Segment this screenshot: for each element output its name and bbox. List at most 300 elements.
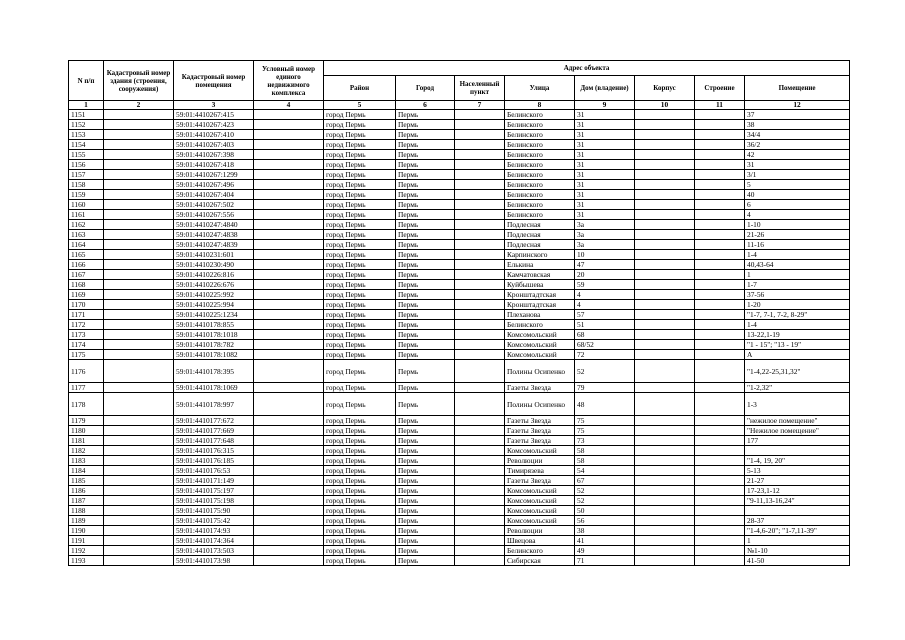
cell-complex-number [254,160,324,170]
cell-settlement [455,466,505,476]
cell-settlement [455,476,505,486]
cell-korpus [635,436,695,446]
cell-complex-number [254,486,324,496]
cell-korpus [635,210,695,220]
cell-room-cadastral: 59:01:4410175:42 [174,516,254,526]
cell-house: 79 [575,383,635,393]
cell-house: 68/52 [575,340,635,350]
cell-building [695,120,745,130]
cell-building [695,270,745,280]
cell-building-cadastral [104,210,174,220]
cell-korpus [635,140,695,150]
cell-korpus [635,476,695,486]
cell-building-cadastral [104,516,174,526]
cell-street: Революции [505,526,575,536]
cell-room: 1 [745,536,850,546]
cell-room: А [745,350,850,360]
cell-korpus [635,240,695,250]
cell-complex-number [254,320,324,330]
cell-building-cadastral [104,310,174,320]
cell-korpus [635,486,695,496]
cell-complex-number [254,506,324,516]
cell-row-number: 1168 [69,280,104,290]
cell-complex-number [254,120,324,130]
cell-korpus [635,300,695,310]
cell-house: 58 [575,456,635,466]
cell-row-number: 1179 [69,416,104,426]
cell-room: 5-13 [745,466,850,476]
cell-room: 21-27 [745,476,850,486]
cell-street: Кронштадтская [505,290,575,300]
cell-street: Белинского [505,170,575,180]
cell-room: №1-10 [745,546,850,556]
cell-street: Плеханова [505,310,575,320]
cell-district: город Пермь [324,546,396,556]
cell-district: город Пермь [324,280,396,290]
cell-row-number: 1170 [69,300,104,310]
cell-building [695,130,745,140]
cell-house: 3а [575,220,635,230]
cell-korpus [635,506,695,516]
cell-complex-number [254,310,324,320]
cell-room-cadastral: 59:01:4410177:672 [174,416,254,426]
cell-street: Комсомольский [505,486,575,496]
cell-district: город Пермь [324,516,396,526]
cell-building [695,516,745,526]
cell-row-number: 1180 [69,426,104,436]
cell-room-cadastral: 59:01:4410231:601 [174,250,254,260]
cell-street: Полины Осипенко [505,393,575,416]
cell-room-cadastral: 59:01:4410247:4839 [174,240,254,250]
table-row [69,270,850,280]
cell-korpus [635,130,695,140]
cell-street: Комсомольский [505,340,575,350]
cell-row-number: 1160 [69,200,104,210]
cell-city: Пермь [396,546,455,556]
cell-settlement [455,270,505,280]
cell-street: Комсомольский [505,350,575,360]
cell-row-number: 1191 [69,536,104,546]
table-row [69,170,850,180]
cell-room: "1 - 15"; "13 - 19" [745,340,850,350]
cell-settlement [455,110,505,120]
cell-city: Пермь [396,240,455,250]
cell-room-cadastral: 59:01:4410267:410 [174,130,254,140]
cell-street: Камчатовская [505,270,575,280]
cell-complex-number [254,180,324,190]
cell-korpus [635,220,695,230]
table-row [69,446,850,456]
cell-room: 177 [745,436,850,446]
cell-building [695,230,745,240]
cell-city: Пермь [396,416,455,426]
cell-complex-number [254,330,324,340]
cell-room-cadastral: 59:01:4410178:782 [174,340,254,350]
header-complex-number: Условный номер единого недвижимого комплекса [254,61,324,101]
cell-district: город Пермь [324,436,396,446]
cell-complex-number [254,393,324,416]
cell-room-cadastral: 59:01:4410267:556 [174,210,254,220]
cell-street: Комсомольский [505,516,575,526]
cell-street: Белинского [505,130,575,140]
cell-room: 40 [745,190,850,200]
cell-room: 1 [745,270,850,280]
cell-room: 40,43-64 [745,260,850,270]
table-row [69,506,850,516]
cell-room: 36/2 [745,140,850,150]
cell-house: 75 [575,426,635,436]
cell-row-number: 1184 [69,466,104,476]
cell-building [695,180,745,190]
cell-city: Пермь [396,180,455,190]
cell-row-number: 1166 [69,260,104,270]
cell-settlement [455,180,505,190]
table-row [69,210,850,220]
cell-district: город Пермь [324,496,396,506]
cell-settlement [455,416,505,426]
cell-district: город Пермь [324,360,396,383]
cell-house: 31 [575,200,635,210]
cell-street: Белинского [505,190,575,200]
cell-room: 37-56 [745,290,850,300]
cell-room: 38 [745,120,850,130]
cell-district: город Пермь [324,180,396,190]
cell-settlement [455,360,505,383]
cell-complex-number [254,536,324,546]
cell-korpus [635,456,695,466]
cell-street: Швецова [505,536,575,546]
cell-row-number: 1177 [69,383,104,393]
table-row [69,180,850,190]
cell-street: Белинского [505,546,575,556]
cell-building [695,556,745,566]
table-row [69,556,850,566]
cell-complex-number [254,230,324,240]
cell-complex-number [254,496,324,506]
cell-room: 1-4 [745,320,850,330]
cell-settlement [455,290,505,300]
cell-settlement [455,556,505,566]
column-number: 3 [174,101,254,110]
cell-building [695,526,745,536]
cell-room-cadastral: 59:01:4410175:90 [174,506,254,516]
cell-city: Пермь [396,170,455,180]
table-row [69,360,850,383]
table-row [69,496,850,506]
cell-room: "нежилое помещение" [745,416,850,426]
cell-city: Пермь [396,310,455,320]
cell-building [695,330,745,340]
cell-room-cadastral: 59:01:4410225:1234 [174,310,254,320]
cell-complex-number [254,150,324,160]
cell-complex-number [254,140,324,150]
cell-building-cadastral [104,526,174,536]
cell-room: "1-4,22-25,31,32" [745,360,850,383]
cell-city: Пермь [396,120,455,130]
cell-complex-number [254,426,324,436]
cell-room: 1-7 [745,280,850,290]
cell-building-cadastral [104,220,174,230]
cell-house: 68 [575,330,635,340]
cell-korpus [635,536,695,546]
cell-settlement [455,526,505,536]
cell-building [695,536,745,546]
cell-room-cadastral: 59:01:4410173:98 [174,556,254,566]
cell-settlement [455,320,505,330]
cell-building-cadastral [104,506,174,516]
cell-city: Пермь [396,516,455,526]
table-row [69,350,850,360]
cell-city: Пермь [396,280,455,290]
cell-district: город Пермь [324,536,396,546]
cell-street: Подлесная [505,240,575,250]
cell-room-cadastral: 59:01:4410267:423 [174,120,254,130]
cell-street: Полины Осипенко [505,360,575,383]
cell-korpus [635,230,695,240]
cell-city: Пермь [396,526,455,536]
cell-city: Пермь [396,130,455,140]
cell-district: город Пермь [324,310,396,320]
cell-district: город Пермь [324,260,396,270]
cell-row-number: 1169 [69,290,104,300]
cell-city: Пермь [396,556,455,566]
cell-room-cadastral: 59:01:4410178:997 [174,393,254,416]
cell-room-cadastral: 59:01:4410225:992 [174,290,254,300]
cell-building-cadastral [104,260,174,270]
cell-street: Куйбышева [505,280,575,290]
cell-district: город Пермь [324,250,396,260]
table-row [69,290,850,300]
cell-district: город Пермь [324,270,396,280]
cell-district: город Пермь [324,240,396,250]
table-row [69,456,850,466]
cell-building [695,426,745,436]
table-row [69,240,850,250]
cell-building [695,290,745,300]
cell-city: Пермь [396,436,455,446]
cell-settlement [455,546,505,556]
cell-room: "1-2,32" [745,383,850,393]
cell-building-cadastral [104,436,174,446]
cell-building-cadastral [104,466,174,476]
cell-room-cadastral: 59:01:4410247:4838 [174,230,254,240]
table-row [69,310,850,320]
column-number: 11 [695,101,745,110]
cell-korpus [635,290,695,300]
table-row [69,536,850,546]
cell-house: 73 [575,436,635,446]
cell-street: Белинского [505,110,575,120]
cell-building-cadastral [104,486,174,496]
cell-room-cadastral: 59:01:4410267:415 [174,110,254,120]
cell-settlement [455,486,505,496]
cell-row-number: 1176 [69,360,104,383]
cell-room-cadastral: 59:01:4410225:994 [174,300,254,310]
cell-building [695,393,745,416]
cell-building-cadastral [104,546,174,556]
cell-building-cadastral [104,270,174,280]
cell-building-cadastral [104,340,174,350]
cell-settlement [455,200,505,210]
cell-street: Газеты Звезда [505,416,575,426]
cell-district: город Пермь [324,140,396,150]
cell-complex-number [254,270,324,280]
cell-complex-number [254,200,324,210]
cell-building [695,190,745,200]
cell-settlement [455,516,505,526]
cell-building [695,416,745,426]
table-row [69,393,850,416]
cell-room: 42 [745,150,850,160]
cell-room-cadastral: 59:01:4410176:315 [174,446,254,456]
cell-city: Пермь [396,320,455,330]
cell-house: 67 [575,476,635,486]
table-row [69,383,850,393]
cell-room-cadastral: 59:01:4410247:4840 [174,220,254,230]
cell-district: город Пермь [324,220,396,230]
table-row [69,466,850,476]
cell-korpus [635,466,695,476]
column-number: 2 [104,101,174,110]
cell-room-cadastral: 59:01:4410267:398 [174,150,254,160]
cell-row-number: 1172 [69,320,104,330]
table-row [69,436,850,446]
cell-district: город Пермь [324,426,396,436]
cell-street: Белинского [505,200,575,210]
cell-house: 72 [575,350,635,360]
cell-building [695,546,745,556]
cell-city: Пермь [396,270,455,280]
cell-settlement [455,350,505,360]
cell-district: город Пермь [324,506,396,516]
cell-building-cadastral [104,110,174,120]
cell-korpus [635,200,695,210]
cell-room-cadastral: 59:01:4410178:1018 [174,330,254,340]
cell-korpus [635,250,695,260]
cell-house: 31 [575,150,635,160]
cell-house: 31 [575,130,635,140]
cell-complex-number [254,360,324,383]
cell-building-cadastral [104,120,174,130]
cell-house: 31 [575,210,635,220]
cell-settlement [455,220,505,230]
cell-room: 4 [745,210,850,220]
cell-building [695,170,745,180]
cell-korpus [635,120,695,130]
cell-city: Пермь [396,426,455,436]
cell-complex-number [254,556,324,566]
cell-city: Пермь [396,466,455,476]
cell-complex-number [254,476,324,486]
table-row [69,160,850,170]
cell-korpus [635,383,695,393]
cell-house: 59 [575,280,635,290]
cell-room-cadastral: 59:01:4410173:503 [174,546,254,556]
registry-table [68,60,850,566]
cell-building-cadastral [104,300,174,310]
column-number: 8 [505,101,575,110]
cell-city: Пермь [396,506,455,516]
cell-row-number: 1186 [69,486,104,496]
table-row [69,110,850,120]
cell-complex-number [254,526,324,536]
cell-room-cadastral: 59:01:4410230:490 [174,260,254,270]
cell-korpus [635,556,695,566]
cell-room-cadastral: 59:01:4410267:404 [174,190,254,200]
header-street: Улица [505,76,575,101]
table-row [69,220,850,230]
cell-korpus [635,360,695,383]
cell-house: 57 [575,310,635,320]
cell-street: Белинского [505,120,575,130]
column-number: 12 [745,101,850,110]
cell-settlement [455,140,505,150]
cell-house: 52 [575,486,635,496]
table-row [69,516,850,526]
cell-building [695,476,745,486]
cell-row-number: 1156 [69,160,104,170]
header-house: Дом (владение) [575,76,635,101]
cell-street: Белинского [505,320,575,330]
cell-building-cadastral [104,170,174,180]
cell-korpus [635,526,695,536]
cell-row-number: 1174 [69,340,104,350]
cell-room: "1-4, 19, 20" [745,456,850,466]
cell-city: Пермь [396,330,455,340]
cell-settlement [455,330,505,340]
table-row [69,260,850,270]
cell-building-cadastral [104,416,174,426]
table-row [69,486,850,496]
cell-settlement [455,436,505,446]
cell-complex-number [254,300,324,310]
cell-house: 58 [575,446,635,456]
cell-korpus [635,516,695,526]
cell-settlement [455,300,505,310]
cell-korpus [635,446,695,456]
cell-city: Пермь [396,360,455,383]
cell-row-number: 1161 [69,210,104,220]
table-row [69,200,850,210]
cell-district: город Пермь [324,190,396,200]
cell-house: 3а [575,240,635,250]
cell-room-cadastral: 59:01:4410174:93 [174,526,254,536]
cell-room: 5 [745,180,850,190]
cell-settlement [455,240,505,250]
cell-room-cadastral: 59:01:4410175:197 [174,486,254,496]
cell-room-cadastral: 59:01:4410178:1082 [174,350,254,360]
cell-row-number: 1153 [69,130,104,140]
cell-room-cadastral: 59:01:4410175:198 [174,496,254,506]
cell-settlement [455,230,505,240]
cell-street: Кронштадтская [505,300,575,310]
cell-street: Белинского [505,160,575,170]
cell-room-cadastral: 59:01:4410226:816 [174,270,254,280]
cell-complex-number [254,250,324,260]
cell-city: Пермь [396,456,455,466]
cell-room-cadastral: 59:01:4410178:855 [174,320,254,330]
cell-district: город Пермь [324,160,396,170]
cell-settlement [455,170,505,180]
cell-building [695,220,745,230]
cell-korpus [635,416,695,426]
cell-city: Пермь [396,220,455,230]
cell-district: город Пермь [324,170,396,180]
cell-city: Пермь [396,383,455,393]
cell-korpus [635,546,695,556]
cell-building-cadastral [104,130,174,140]
cell-complex-number [254,516,324,526]
